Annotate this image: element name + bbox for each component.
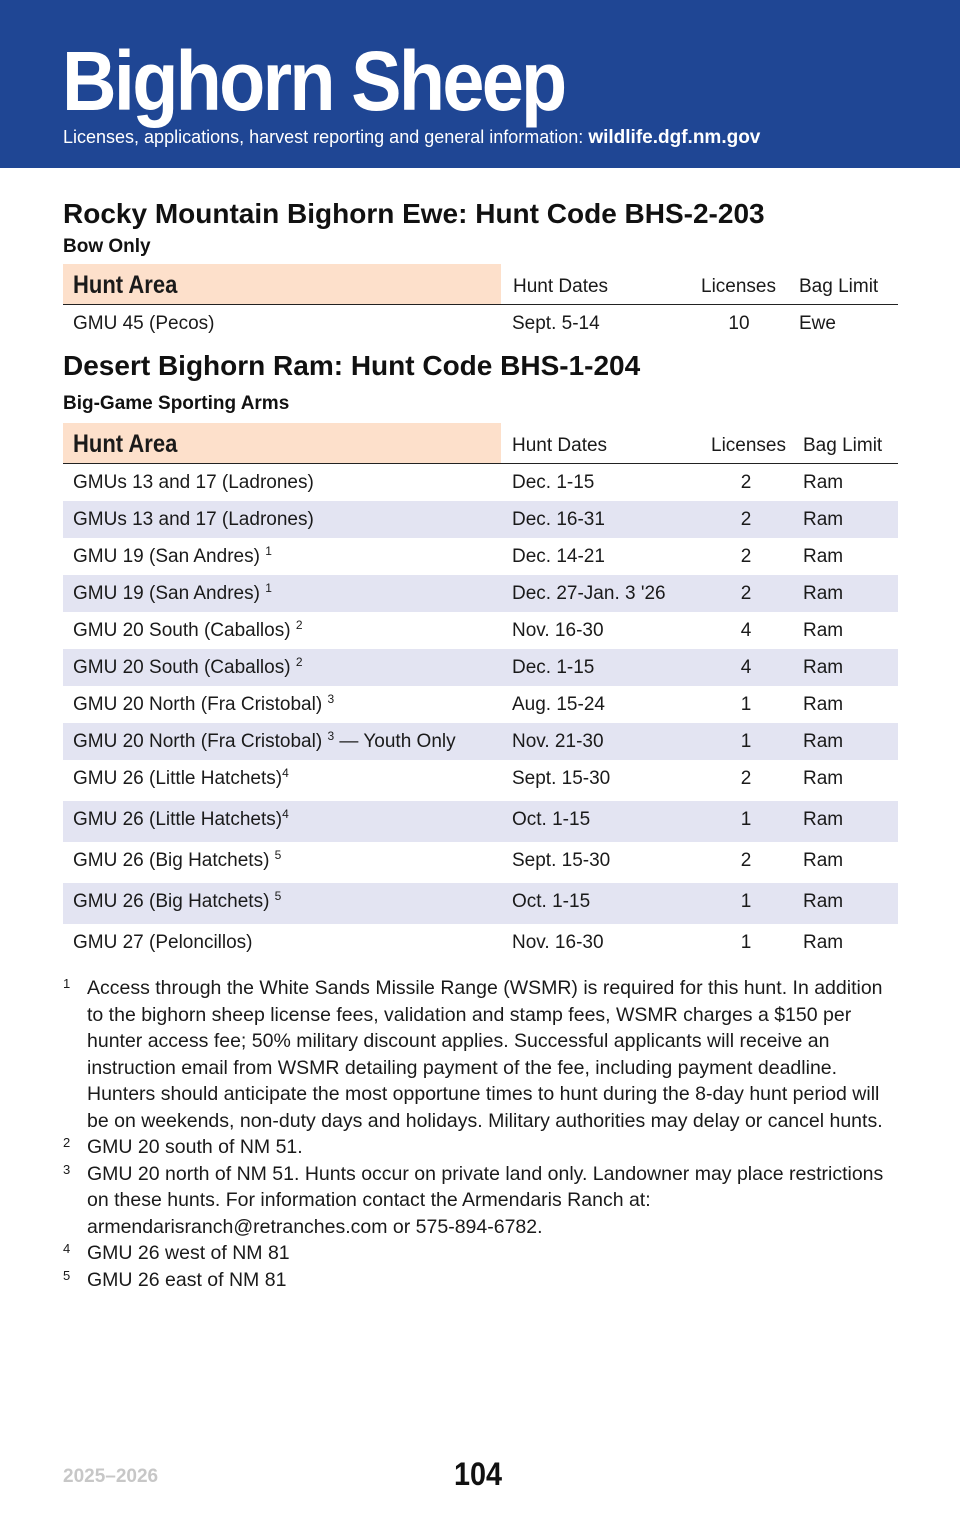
footnote-ref: 3 xyxy=(327,692,335,706)
hunt-area-cell xyxy=(73,620,303,642)
licenses-cell: 2 xyxy=(740,768,752,789)
table-body xyxy=(63,464,898,961)
column-header-hunt-area: Hunt Area xyxy=(63,264,501,304)
licenses-cell: 4 xyxy=(740,620,752,641)
footnote xyxy=(63,1267,898,1294)
footnote-number: 4 xyxy=(63,1241,71,1256)
bag-limit-cell: Ram xyxy=(803,620,844,641)
table-row xyxy=(63,883,898,924)
hunt-dates-cell: Dec. 27-Jan. 3 '26 xyxy=(512,583,666,604)
hunt-area-cell xyxy=(73,731,456,753)
hunt-area-text: GMU 20 South (Caballos) xyxy=(73,657,296,678)
footnote-ref: 4 xyxy=(282,766,289,780)
table-row xyxy=(63,649,898,686)
table-row xyxy=(63,575,898,612)
hunt-dates-cell: Dec. 1-15 xyxy=(512,657,595,678)
hunt-dates-cell: Nov. 21-30 xyxy=(512,731,604,752)
table-row xyxy=(63,538,898,575)
footer-year: 2025–2026 xyxy=(63,1466,159,1487)
footnote-text: GMU 26 east of NM 81 xyxy=(87,1268,287,1291)
website-link[interactable]: wildlife.dgf.nm.gov xyxy=(588,127,761,148)
bag-limit-cell: Ram xyxy=(803,731,844,752)
bag-limit-cell: Ram xyxy=(803,657,844,678)
table-row xyxy=(63,924,898,961)
hunt-area-cell xyxy=(73,583,272,605)
footnote-ref: 4 xyxy=(282,807,289,821)
bag-limit-cell: Ram xyxy=(803,472,844,493)
bag-limit-cell: Ram xyxy=(803,694,844,715)
table-row xyxy=(63,723,898,760)
footnote-text: GMU 26 west of NM 81 xyxy=(87,1242,290,1264)
footnote-number: 1 xyxy=(63,976,71,991)
footnote-text: GMU 20 south of NM 51. xyxy=(87,1136,303,1158)
hunt-dates-cell: Sept. 15-30 xyxy=(512,768,611,789)
footnote-number: 2 xyxy=(63,1135,71,1150)
licenses-cell: 1 xyxy=(740,891,752,912)
footnote-text: GMU 20 north of NM 51. Hunts occur on private land only. Landowner may place restrictions on these hunts. For information contact the Armendaris Ranch at: armendarisranch@retranches.com or 575-894-6782. xyxy=(87,1162,884,1238)
hunt-dates-cell: Dec. 1-15 xyxy=(512,472,595,493)
hunt-area-cell xyxy=(73,472,314,494)
column-header-licenses: Licenses xyxy=(701,276,776,297)
hunt-dates-cell: Nov. 16-30 xyxy=(512,932,604,953)
bag-limit-cell: Ram xyxy=(803,932,844,953)
table-row xyxy=(63,842,898,883)
footnote-text: Access through the White Sands Missile Range (WSMR) is required for this hunt. In addition to the bighorn sheep license fees, validation and stamp fees, WSMR charges a $150 per hunter access fee; 50% military discount applies. Successful applicants will receive an instruction email from WSMR detailing payment of the fee, including payment deadline. Hunters should anticipate the most opportune times to hunt during the 8-day hunt period will be on weekends, non-duty days and holidays. Military authorities may delay or cancel hunts. xyxy=(87,977,883,1132)
table-header xyxy=(63,423,898,464)
footnote xyxy=(63,975,898,1134)
licenses-cell: 1 xyxy=(740,694,752,715)
hunt-area-text: GMU 26 (Little Hatchets) xyxy=(73,768,283,789)
hunt-table-ram xyxy=(63,423,898,961)
column-header-bag-limit: Bag Limit xyxy=(803,435,883,456)
table-row xyxy=(63,464,898,501)
page-number: 104 xyxy=(454,1456,503,1492)
bag-limit-cell: Ram xyxy=(803,768,844,789)
hunt-area-text: GMUs 13 and 17 (Ladrones) xyxy=(73,472,314,493)
footnote-ref: 5 xyxy=(274,889,282,903)
section-title-ram: Desert Bighorn Ram: Hunt Code BHS-1-204 xyxy=(63,350,641,381)
table-row xyxy=(63,801,898,842)
hunt-area-suffix: — Youth Only xyxy=(334,731,456,752)
hunt-dates-cell: Nov. 16-30 xyxy=(512,620,604,641)
hunt-area-cell xyxy=(73,850,281,872)
hunt-table-ewe xyxy=(63,264,898,342)
hunt-area-cell xyxy=(73,546,272,568)
licenses-cell: 2 xyxy=(740,583,752,604)
footnote-ref: 2 xyxy=(295,655,303,669)
table-row xyxy=(63,305,898,342)
footnote xyxy=(63,1161,898,1241)
table-row xyxy=(63,612,898,649)
column-header-bag-limit: Bag Limit xyxy=(799,276,879,297)
hunt-area-text: GMUs 13 and 17 (Ladrones) xyxy=(73,509,314,530)
column-header-hunt-dates: Hunt Dates xyxy=(513,276,609,297)
licenses-cell: 2 xyxy=(740,546,752,567)
table-row xyxy=(63,760,898,801)
header-banner xyxy=(0,0,960,168)
hunt-dates-cell: Dec. 16-31 xyxy=(512,509,605,530)
bag-limit-cell: Ram xyxy=(803,546,844,567)
footnote-ref: 5 xyxy=(274,848,282,862)
bag-limit-cell: Ram xyxy=(803,509,844,530)
hunt-area-text: GMU 26 (Big Hatchets) xyxy=(73,891,275,912)
column-header-hunt-area: Hunt Area xyxy=(63,423,501,463)
column-header-licenses: Licenses xyxy=(711,435,786,456)
licenses-cell: 2 xyxy=(740,850,752,871)
bag-limit-cell: Ram xyxy=(803,850,844,871)
hunt-area-text: GMU 19 (San Andres) xyxy=(73,583,266,604)
table-header xyxy=(63,264,898,305)
footnote-number: 3 xyxy=(63,1161,71,1177)
hunt-dates-cell: Sept. 15-30 xyxy=(512,850,611,871)
licenses-cell: 10 xyxy=(728,313,750,334)
hunt-area-cell xyxy=(73,657,303,679)
licenses-cell: 1 xyxy=(740,932,752,953)
footnote-ref: 2 xyxy=(295,618,303,632)
bag-limit-cell: Ram xyxy=(803,583,844,604)
bag-limit-cell: Ram xyxy=(803,809,844,830)
hunt-dates-cell: Dec. 14-21 xyxy=(512,546,605,567)
licenses-cell: 2 xyxy=(740,472,752,493)
licenses-cell: 2 xyxy=(740,509,752,530)
hunt-area-cell xyxy=(73,509,314,531)
footnote xyxy=(63,1240,898,1267)
hunt-area-text: GMU 19 (San Andres) xyxy=(73,546,266,567)
licenses-cell: 1 xyxy=(740,809,752,830)
hunt-area-cell xyxy=(73,891,281,913)
page-title: Bighorn Sheep xyxy=(62,34,565,128)
header-subtitle-text: Licenses, applications, harvest reporting and general information: xyxy=(63,127,584,147)
footnotes xyxy=(63,975,898,1293)
section-title-ewe: Rocky Mountain Bighorn Ewe: Hunt Code BHS-2-203 xyxy=(63,198,765,229)
bag-limit-cell: Ewe xyxy=(799,313,836,334)
hunt-area-text: GMU 26 (Big Hatchets) xyxy=(73,850,275,871)
licenses-cell: 4 xyxy=(740,657,752,678)
table-row xyxy=(63,686,898,723)
hunt-area-cell xyxy=(73,694,334,716)
hunt-area-text: GMU 20 South (Caballos) xyxy=(73,620,296,641)
table-row xyxy=(63,501,898,538)
hunt-dates-cell: Aug. 15-24 xyxy=(512,694,605,715)
hunt-area-text: GMU 20 North (Fra Cristobal) xyxy=(73,694,328,715)
footnote-ref: 3 xyxy=(327,729,335,743)
footnote-ref: 1 xyxy=(265,581,272,595)
section-subtitle-ewe: Bow Only xyxy=(63,236,151,257)
hunt-area-cell xyxy=(73,809,289,831)
footnote-number: 5 xyxy=(63,1267,71,1283)
hunt-area-text: GMU 27 (Peloncillos) xyxy=(73,932,253,953)
section-subtitle-ram: Big-Game Sporting Arms xyxy=(63,393,290,414)
hunt-area-cell: GMU 45 (Pecos) xyxy=(73,313,215,334)
hunt-area-text: GMU 20 North (Fra Cristobal) xyxy=(73,731,328,752)
bag-limit-cell: Ram xyxy=(803,891,844,912)
hunt-dates-cell: Sept. 5-14 xyxy=(512,313,600,334)
hunt-dates-cell: Oct. 1-15 xyxy=(512,809,591,830)
hunt-area-text: GMU 26 (Little Hatchets) xyxy=(73,809,283,830)
footnote-ref: 1 xyxy=(265,544,272,558)
hunt-area-cell xyxy=(73,932,253,954)
column-header-hunt-dates: Hunt Dates xyxy=(512,435,608,456)
licenses-cell: 1 xyxy=(740,731,752,752)
hunt-dates-cell: Oct. 1-15 xyxy=(512,891,591,912)
footnote xyxy=(63,1134,898,1161)
hunt-area-cell xyxy=(73,768,289,790)
header-subtitle xyxy=(63,127,760,149)
